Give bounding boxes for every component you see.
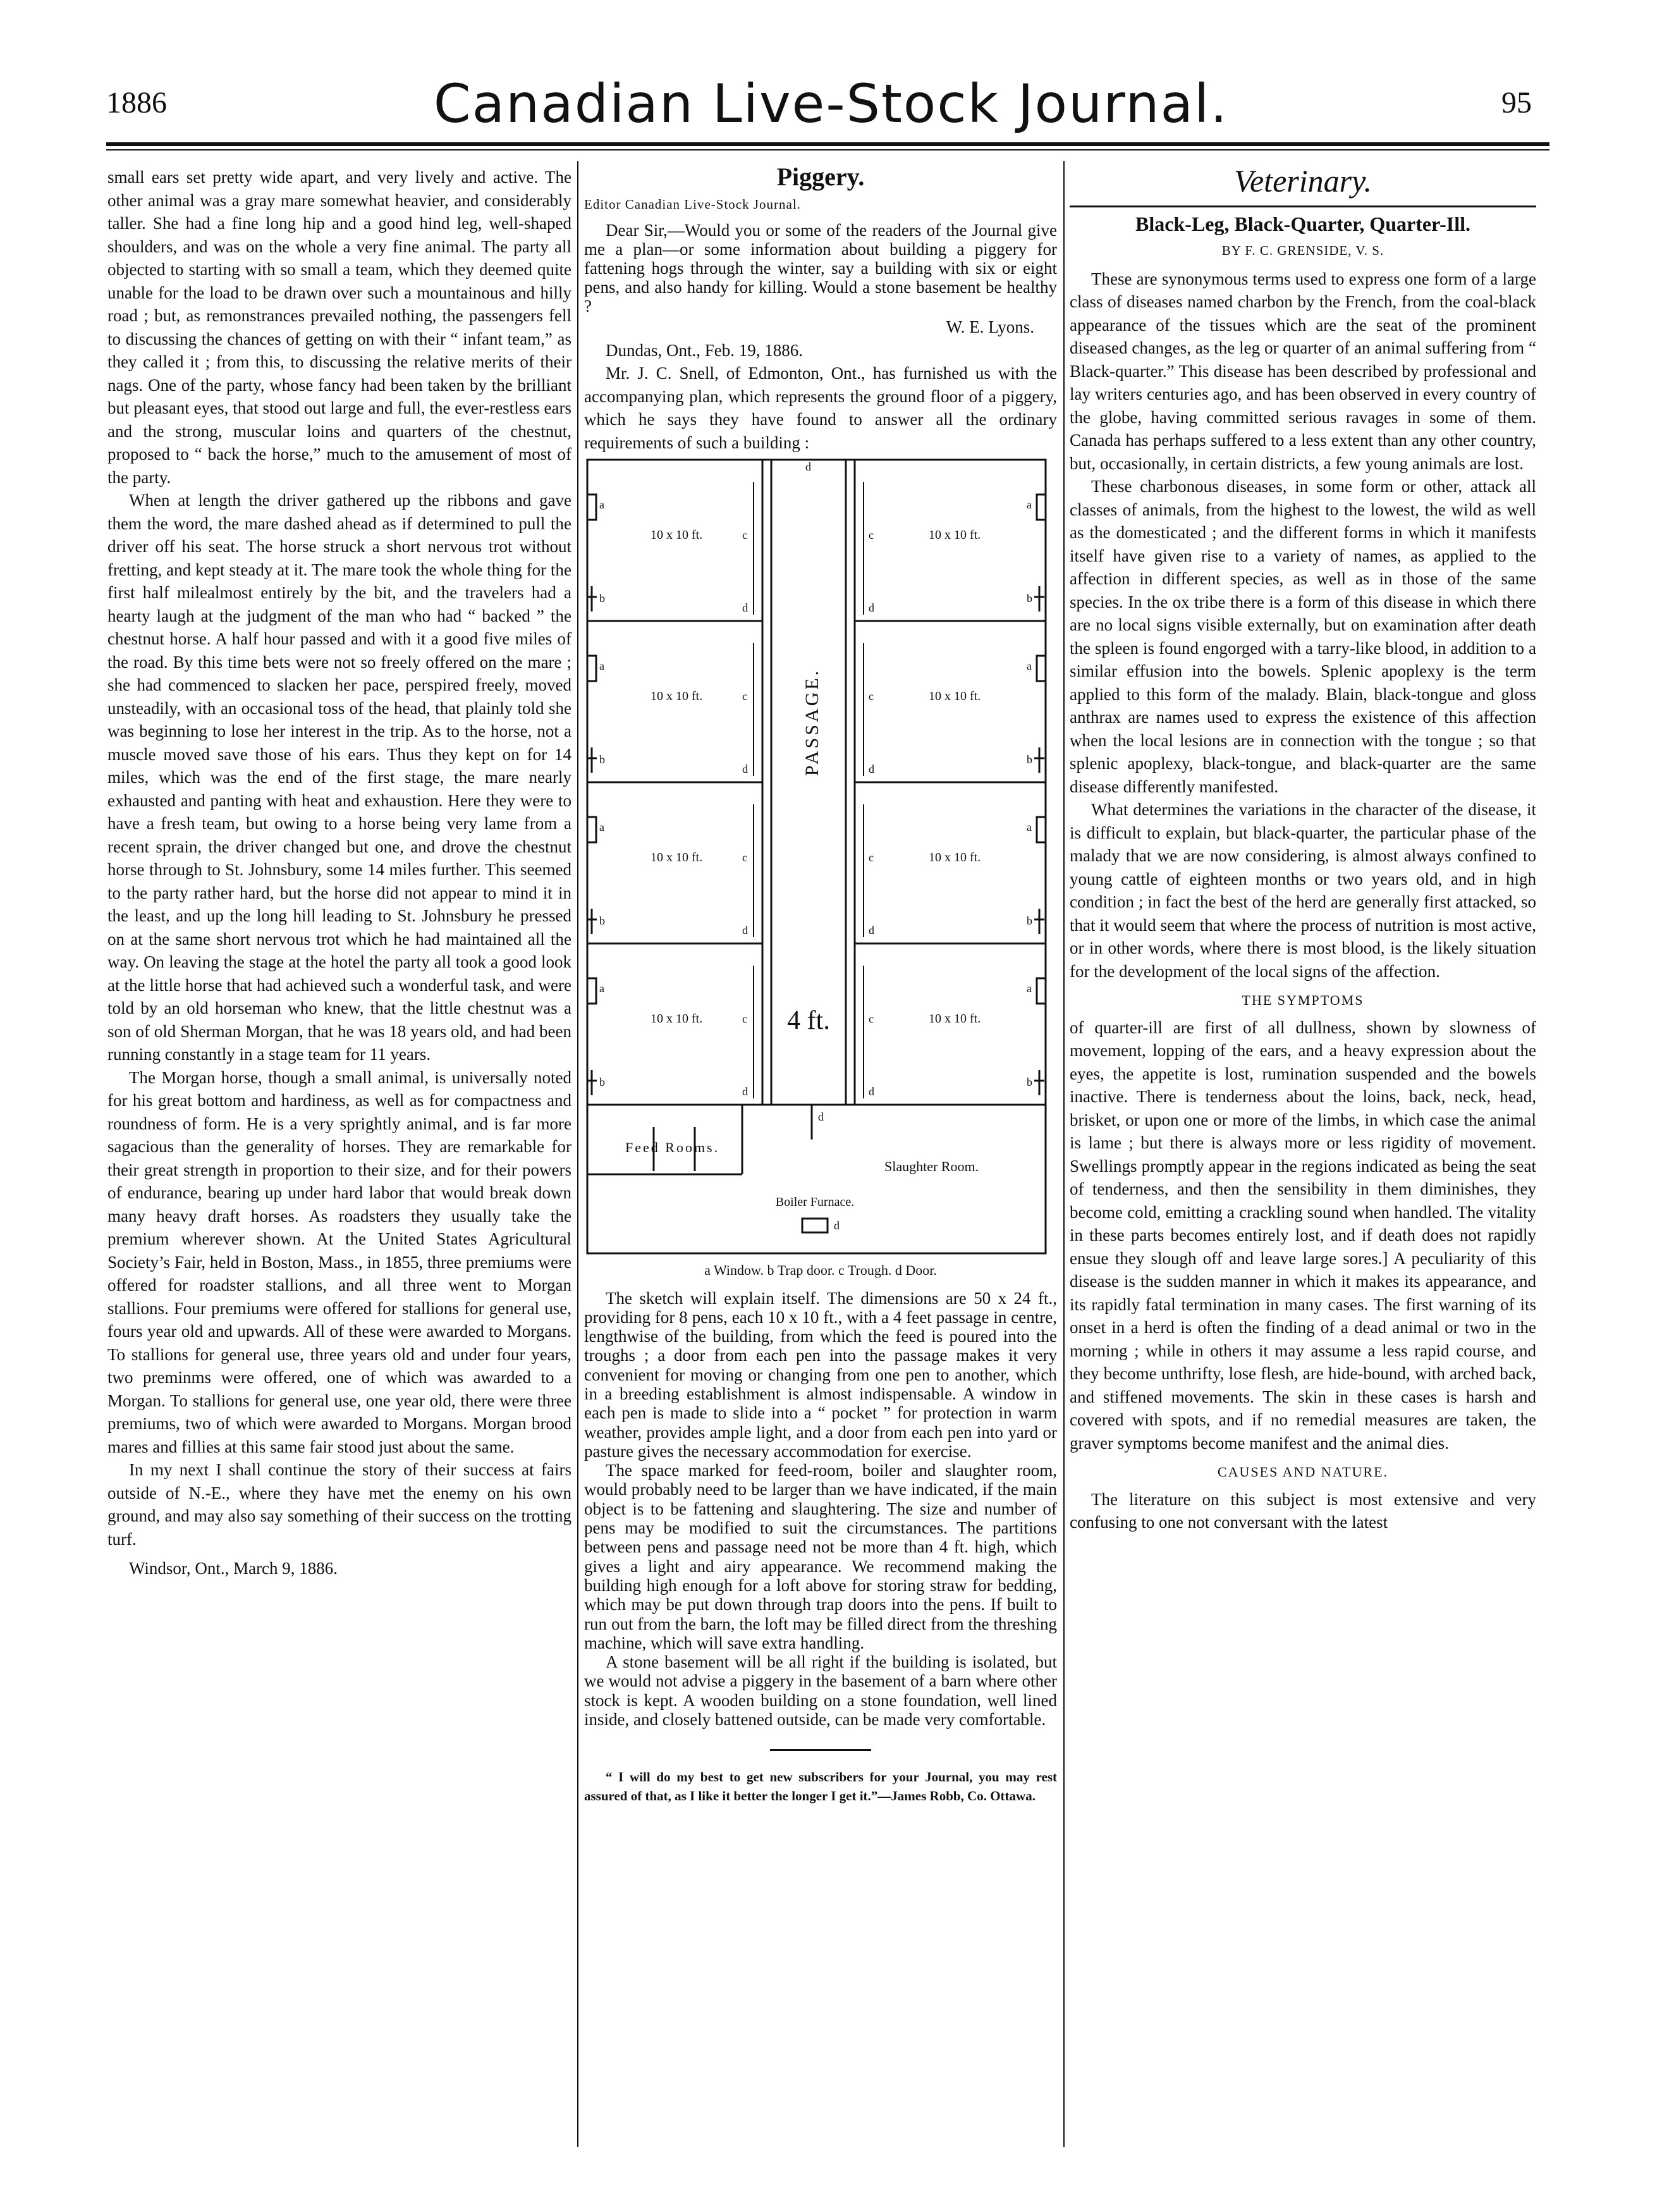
trap-mark: b — [599, 753, 605, 766]
column-piggery — [584, 163, 1057, 1805]
pen-label: 10 x 10 ft. — [651, 689, 703, 703]
trap-mark: b — [1027, 753, 1032, 766]
trap-mark: b — [599, 592, 605, 605]
byline: BY F. C. GRENSIDE, V. S. — [1221, 243, 1384, 258]
column-divider-1 — [577, 161, 578, 2147]
subscriber-quote: “ I will do my best to get new subscribers for your Journal, you may rest assured of that, as I like it better the longer I get it.”—James Robb, Co. Ottawa. — [584, 1769, 1057, 1803]
trap-mark: b — [599, 1076, 605, 1088]
editor-line: Editor Canadian Live-Stock Journal. — [584, 196, 801, 212]
window-mark: a — [1027, 498, 1032, 511]
trough-mark: c — [742, 690, 747, 703]
door-mark: d — [834, 1219, 840, 1232]
column-morgan-horse — [107, 166, 571, 1580]
pen-label: 10 x 10 ft. — [929, 1012, 981, 1026]
header-year: 1886 — [106, 86, 167, 120]
pen-label: 10 x 10 ft. — [651, 1012, 703, 1026]
paragraph: When at length the driver gathered up the ribbons and gave them the word, the mare dashed ahead as if determined to pull the driver off his seat. The horse struck a short nervous trot without fretting, and kept steady at it. The mare took the whole thing for the first half milealmost entirely by the bit, and the travelers had a hearty laugh at the judgment of the man who had “ backed ” the chestnut horse. A half hour passed and with it a good five miles of the road. By this time bets were not so freely offered on the mare ; she had commenced to slacken her pace, perspired freely, moved unsteadily, with an occasional toss of the head, that plainly told she was beginning to lose her interest in the trip. As to the horse, not a muscle moved save those of his ears. Thus they kept on for 14 miles, which was the end of the first stage, the mare nearly exhausted and panting with heat and exhaustion. Here they were to have a fresh team, but owing to a horse being very lame from a recent sprain, the driver changed but one, and drove the chestnut horse through to St. Johnsbury, some 14 miles further. This seemed to the party rather hard, but the horse did not appear to mind it in the least, and up the long hill leading to St. Johnsbury he pressed on at the same short nervous trot which he had maintained all the way. On leaving the stage at the hotel the party all took a good look at the little horse that had achieved such a wonderful task, and were told by an old horseman who knew, that the little chestnut was a son of old Sherman Morgan, that he was 18 years old, and had been running constantly in a stage team for 11 years. — [107, 491, 571, 1064]
paragraph: of quarter-ill are first of all dullness, shown by slowness of movement, lopping of the ears, and a heavy expression about the eyes, the appetite is lost, rumination suspended and the bowels inactive. There is tenderness about the loins, back, neck, head, brisket, or upon one or more of the limbs, in which case the animal is lame ; but there is always more or less rigidity of movement. Swellings promptly appear in the regions indicated as being the seat of tenderness, and then the sensibility in them diminishes, they become cold, emitting a crackling sound when handled. The vitality in these parts becomes entirely lost, and if death does not rapidly ensue they slough off and leave large sores.] A peculiarity of this disease is the sudden manner in which it makes its appearance, and its rapidly fatal termination in many cases. The first warning of its onset in a herd is often the finding of a dead animal or two in the morning ; while in others it may assume a less rapid course, and they become unthrifty, lose flesh, are hide-bound, with arched back, and stiffened movements. The skin in these cases is harsh and covered with spots, and if no remedial measures are taken, the graver symptoms become manifest and the animal dies. — [1070, 1017, 1536, 1453]
feed-rooms-label: Feed Rooms. — [625, 1140, 720, 1155]
trough-mark: c — [869, 529, 874, 541]
pen-label: 10 x 10 ft. — [929, 528, 981, 542]
pen-label: 10 x 10 ft. — [651, 528, 703, 542]
door-mark: d — [742, 924, 748, 937]
intro: Mr. J. C. Snell, of Edmonton, Ont., has furnished us with the accompanying plan, which represents the ground floor of a piggery, which he says they have found to answer all the ordinary requirements of such a building : — [584, 364, 1057, 452]
boiler-label: Boiler Furnace. — [775, 1195, 855, 1209]
trough-mark: c — [742, 1012, 747, 1025]
header-rule-thick — [106, 142, 1549, 146]
pen-label: 10 x 10 ft. — [651, 851, 703, 864]
door-mark: d — [869, 601, 874, 614]
paragraph: These are synonymous terms used to express one form of a large class of diseases named charbon by the French, from the coal-black appearance of the tissues which are the seat of the prominent diseased changes, as the leg or quarter of an animal suffering from “ Black-quarter.” This disease has been described by professional and lay writers centuries ago, and has been observed in every country of the globe, having committed serious ravages in some of them. Canada has perhaps suffered to a less extent than any other country, but, occasionally, in certain districts, a few young animals are lost. — [1070, 269, 1536, 473]
causes-heading: CAUSES AND NATURE. — [1217, 1464, 1389, 1480]
trough-mark: c — [869, 851, 874, 864]
window-mark: a — [1027, 982, 1032, 995]
passage-width-label: 4 ft. — [787, 1006, 830, 1035]
paragraph: small ears set pretty wide apart, and very lively and active. The other animal was a gray mare somewhat heavier, and considerably taller. She had a fine long hip and a good hind leg, well-shaped shoulders, and was on the whole a very fine animal. The party all objected to starting with so small a team, which they deemed quite unable for the load to be drawn over such a mountainous and hilly road ; but, as remonstrances prevailed nothing, the passengers fell to discussing the chances of getting on with their “ infant team,” as they called it ; from this, to discussing the relative merits of their nags. One of the party, whose fancy had been taken by the brilliant but pleasant eyes, that stood out large and full, the ever-restless ears and the strong, muscular loins and quarters of the chestnut, proposed to “ back the horse,” much to the amusement of most of the party. — [107, 168, 571, 487]
window-mark: a — [599, 821, 604, 833]
page-number: 95 — [1501, 86, 1532, 120]
door-mark: d — [805, 460, 811, 473]
veterinary-rule — [1070, 206, 1536, 207]
plan-legend: a Window. b Trap door. c Trough. d Door. — [704, 1262, 937, 1278]
header-rule-thin — [106, 149, 1549, 151]
paragraph: A stone basement will be all right if the building is isolated, but we would not advise a piggery in the basement of a barn where other stock is kept. A wooden building on a stone foundation, well lined inside, and closely battened outside, can be made very comfortable. — [584, 1652, 1057, 1730]
trough-mark: c — [869, 1012, 874, 1025]
column-divider-2 — [1063, 161, 1065, 2147]
column-veterinary — [1070, 163, 1536, 1534]
letter-signature: W. E. Lyons. — [946, 317, 1034, 336]
paragraph: The space marked for feed-room, boiler and slaughter room, would probably need to be larger than we have indicated, if the main object is to be fattening and slaughtering. The size and number of pens may be modified to suit the circumstances. The partitions between pens and passage need not be more than 4 ft. high, which gives a light and airy appearance. We recommend making the building high enough for a loft above for storing straw for bedding, which may be put down through trap doors into the pens. If built to run out from the barn, the loft may be filled direct from the threshing machine, which will save extra handling. — [584, 1461, 1057, 1652]
pen-label: 10 x 10 ft. — [929, 689, 981, 703]
trough-mark: c — [742, 529, 747, 541]
door-mark: d — [869, 924, 874, 937]
paragraph: The literature on this subject is most extensive and very confusing to one not conversant with the latest — [1070, 1489, 1536, 1532]
paragraph: The sketch will explain itself. The dimensions are 50 x 24 ft., providing for 8 pens, each 10 x 10 ft., with a 4 feet passage in centre, lengthwise of the building, from which the feed is poured into the troughs ; a door from each pen into the passage makes it very convenient for moving or changing from one pen to another, which in a breeding establishment is almost indispensable. A window in each pen is made to slide into a “ pocket ” for protection in warm weather, provides ample light, and a door from each pen into yard or pasture gives the necessary accommodation for exercise. — [584, 1288, 1057, 1461]
piggery-floor-plan — [584, 457, 1058, 1257]
window-mark: a — [599, 982, 604, 995]
paragraph: In my next I shall continue the story of their success at fairs outside of N.-E., where they have met the enemy on his own ground, and may also say something of their success on the trotting turf. — [107, 1460, 571, 1549]
trap-mark: b — [1027, 592, 1032, 605]
article-title: Black-Leg, Black-Quarter, Quarter-Ill. — [1135, 212, 1470, 235]
dateline: Dundas, Ont., Feb. 19, 1886. — [606, 340, 803, 360]
pen-label: 10 x 10 ft. — [929, 851, 981, 864]
door-mark: d — [742, 601, 748, 614]
window-mark: a — [599, 660, 604, 672]
paragraph: What determines the variations in the character of the disease, it is difficult to explain, but black-quarter, the particular phase of the malady that we are now considering, is almost always confined to young cattle of eighteen months or two years old, and in high condition ; in fact the best of the herd are generally first attacked, so that it would seem that where the process of nutrition is most active, or in other words, where there is most blood, is the likely situation for the development of the local signs of the affection. — [1070, 800, 1536, 981]
section-title-veterinary: Veterinary. — [1233, 163, 1372, 199]
window-mark: a — [599, 498, 604, 511]
letter: Dear Sir,—Would you or some of the readers of the Journal give me a plan—or some information about building a piggery for fattening hogs through the winter, say a building with six or eight pens, and also handy for killing. Would a stone basement be healthy ? — [584, 221, 1057, 316]
door-mark: d — [742, 763, 748, 775]
window-mark: a — [1027, 821, 1032, 833]
trap-mark: b — [1027, 1076, 1032, 1088]
signoff: Windsor, Ont., March 9, 1886. — [129, 1559, 338, 1578]
trough-mark: c — [869, 690, 874, 703]
door-mark: d — [742, 1085, 748, 1098]
door-mark: d — [869, 763, 874, 775]
trap-mark: b — [599, 914, 605, 927]
window-mark: a — [1027, 660, 1032, 672]
section-title-piggery: Piggery. — [776, 163, 865, 191]
door-mark: d — [818, 1110, 824, 1123]
slaughter-room-label: Slaughter Room. — [884, 1158, 979, 1174]
trap-mark: b — [1027, 914, 1032, 927]
trough-mark: c — [742, 851, 747, 864]
door-mark: d — [869, 1085, 874, 1098]
paragraph: The Morgan horse, though a small animal, is universally noted for his great bottom and hardiness, as well as for compactness and roundness of form. He is a very sprightly animal, and is far more sagacious than the generality of horses. They are remarkable for their great strength in proportion to their size, and for their powers of endurance, bearing up under hard labor that would break down many heavy draft horses. As roadsters they usually take the premium wherever shown. At the United States Agricultural Society’s Fair, held in Boston, Mass., in 1855, three premiums were offered for roadster stallions, and all three went to Morgan stallions. Four premiums were offered for stallions for general use, fours year old and upwards. All of these were awarded to Morgans. To stallions for general use, three years old and under four years, two preminms were offered, one of which was awarded to a Morgan. To stallions for general use, one year old, there were three premiums, two of which were awarded to Morgans. Morgan brood mares and fillies at this same fair stood just about the same. — [107, 1067, 571, 1456]
passage-label: PASSAGE. — [802, 668, 822, 777]
paragraph: These charbonous diseases, in some form or other, attack all classes of animals, from the highest to the lowest, the wild as well as the domesticated ; and the different forms in which it manifests itself have given rise to a variety of names, as applied to the affection in different species, as well as in those of the same species. In the ox tribe there is a form of this disease in which there are no local signs visible externally, but on examination after death the spleen is found engorged with a tarry-like blood, in addition to a similar effusion into the bowels. Splenic apoplexy is the term applied to this form of the malady. Blain, black-tongue and gloss anthrax are names used to express the existence of this affection when the local lesions are in connection with the tongue ; so that splenic apoplexy, black-tongue, and black-quarter are the same disease differently manifested. — [1070, 477, 1536, 796]
journal-title: Canadian Live-Stock Journal. — [433, 73, 1229, 135]
ornament-divider — [584, 1736, 1057, 1760]
symptoms-heading: THE SYMPTOMS — [1242, 992, 1364, 1008]
